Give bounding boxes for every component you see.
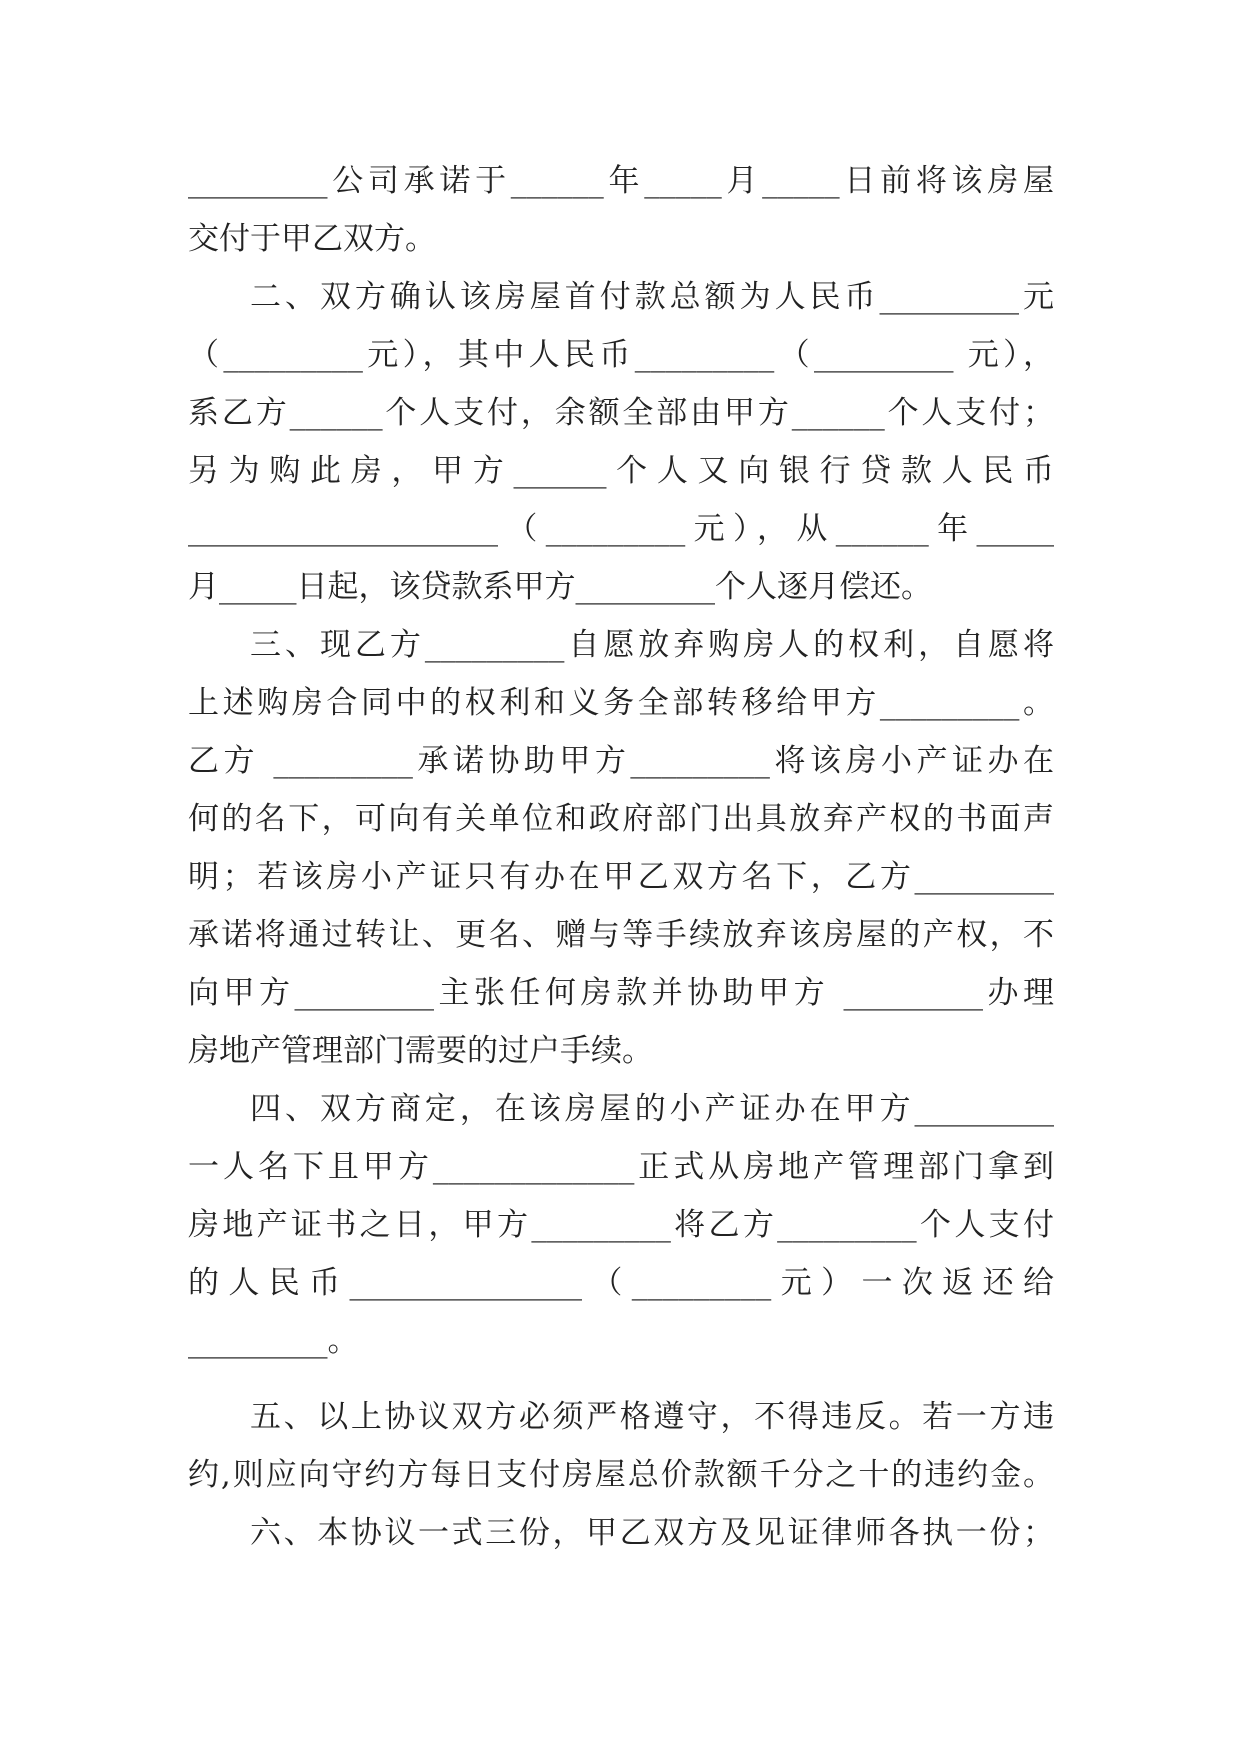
text-line: 的人民币_______________（_________元）一次返还给 bbox=[188, 1265, 1054, 1301]
clause-five-heading-line: 五、以上协议双方必须严格遵守，不得违反。若一方违 bbox=[250, 1399, 1054, 1435]
text-line: 另为购此房，甲方______个人又向银行贷款人民币 bbox=[188, 453, 1054, 489]
text-line: 约,则应向守约方每日支付房屋总价款额千分之十的违约金。 bbox=[188, 1457, 1054, 1493]
text-line: 明；若该房小产证只有办在甲乙双方名下，乙方_________ bbox=[188, 859, 1054, 895]
clause-three-heading-line: 三、现乙方_________自愿放弃购房人的权利，自愿将 bbox=[250, 627, 1054, 663]
clause-six-heading-line: 六、本协议一式三份，甲乙双方及见证律师各执一份； bbox=[250, 1515, 1054, 1551]
text-line: 乙方 _________承诺协助甲方_________将该房小产证办在 bbox=[188, 743, 1054, 779]
text-line: 一人名下且甲方_____________正式从房地产管理部门拿到 bbox=[188, 1149, 1054, 1185]
clause-two-heading-line: 二、双方确认该房屋首付款总额为人民币_________元 bbox=[250, 279, 1054, 315]
text-line: 月_____日起，该贷款系甲方_________个人逐月偿还。 bbox=[188, 569, 932, 605]
text-line: 向甲方_________主张任何房款并协助甲方 _________办理 bbox=[188, 975, 1054, 1011]
text-line: 房地产管理部门需要的过户手续。 bbox=[188, 1033, 653, 1069]
text-line: 交付于甲乙双方。 bbox=[188, 221, 436, 257]
text-line: 房地产证书之日，甲方_________将乙方_________个人支付 bbox=[188, 1207, 1054, 1243]
text-line: ____________________（_________元），从______年_____ bbox=[188, 511, 1054, 547]
text-line: _________公司承诺于______年_____月_____日前将该房屋 bbox=[188, 163, 1054, 199]
text-line: 承诺将通过转让、更名、赠与等手续放弃该房屋的产权，不 bbox=[188, 917, 1054, 953]
text-line: _________。 bbox=[188, 1323, 359, 1359]
text-line: 何的名下，可向有关单位和政府部门出具放弃产权的书面声 bbox=[188, 801, 1054, 837]
text-line: 系乙方______个人支付，余额全部由甲方______个人支付； bbox=[188, 395, 1054, 431]
contract-page bbox=[188, 152, 1054, 1562]
clause-four-heading-line: 四、双方商定，在该房屋的小产证办在甲方_________ bbox=[250, 1091, 1054, 1127]
text-line: 上述购房合同中的权利和义务全部转移给甲方_________。 bbox=[188, 685, 1054, 721]
text-line: （_________元），其中人民币_________（_________ 元）， bbox=[188, 337, 1054, 373]
